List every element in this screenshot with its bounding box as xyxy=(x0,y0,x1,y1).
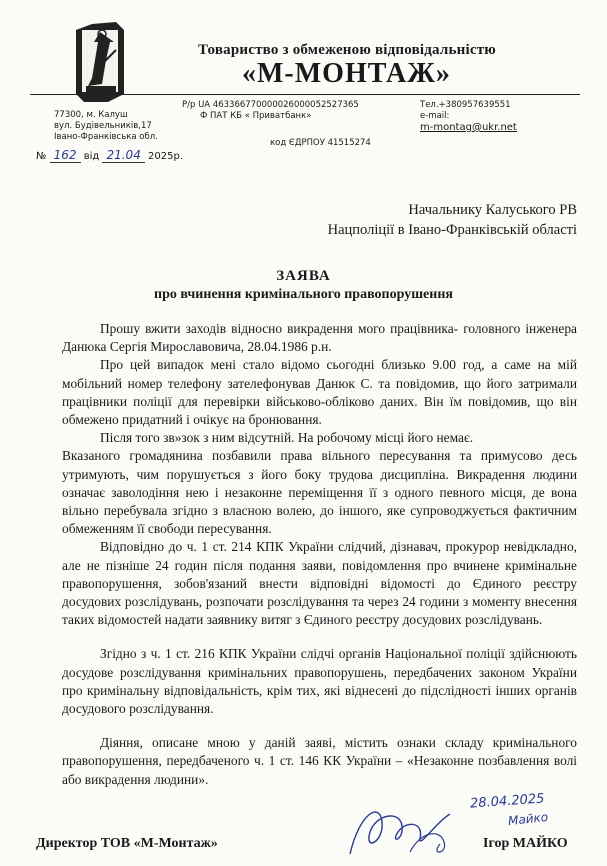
reg-number: 162 xyxy=(50,148,81,163)
body-paragraph: Про цей випадок мені стало відомо сьогодні близько 9.00 год, а саме на мій мобільний номер телефону зателефонував Данюк С. та повідомив, що його затримали працівники поліції для перевірки військово-обліково даних. Він їм повідомив, що він обмежено придатний і очікує на бронювання. xyxy=(62,357,577,428)
contacts xyxy=(420,100,517,133)
header-divider xyxy=(30,94,580,95)
company-address xyxy=(54,110,158,143)
document-title: ЗАЯВА xyxy=(276,268,331,284)
recipient-line: Нацполіції в Івано-Франківській області xyxy=(327,222,577,238)
bank-account: Р/р UA 463366770000026000052527365 xyxy=(182,100,359,110)
company-name: «М-МОНТАЖ» xyxy=(242,58,451,89)
body-paragraph: Вказаного громадянина позбавили права вільного пересування та примусово десь утримують, чим порушується з його боку трудова дисципліна. Викрадення людини означає заволодіння нею і незаконне переміщення її з одного певного місця, де вона вільно перебувала згідно з власною волею, до іншого, яке супроводжується фактичним обмеженням її свободи пересування. xyxy=(62,448,577,537)
address-line: Івано-Франківська обл. xyxy=(54,132,158,142)
company-legal-form: Товариство з обмеженою відповідальністю xyxy=(198,42,496,58)
registration-line xyxy=(36,150,183,162)
recipient-line: Начальнику Калуського РВ xyxy=(408,202,577,218)
bank-name: Ф ПАТ КБ « Приватбанк» xyxy=(200,111,312,121)
email-label: e-mail: xyxy=(420,111,450,121)
statement-body xyxy=(62,320,577,789)
handwritten-name: Майко xyxy=(507,809,549,829)
body-paragraph: Прошу вжити заходів відносно викрадення мого працівника- головного інженера Данюка Сергія Мирославовича, 28.04.1986 р.н. xyxy=(62,321,577,355)
reg-year: 2025р. xyxy=(148,151,183,162)
body-paragraph: Згідно з ч. 1 ст. 216 КПК України слідчі органів Національної поліції здійснюють досудове розслідування кримінальних правопорушень, передбачених законом України про кримінальну відповідальність, крім тих, які віднесені до підслідності інших органів досудового розслідування. xyxy=(62,646,577,717)
handwritten-date: 28.04.2025 xyxy=(469,791,545,812)
reg-date: 21.04 xyxy=(102,148,144,163)
phone: Тел.+380957639551 xyxy=(420,100,511,110)
body-paragraph: Після того зв»зок з ним відсутній. На робочому місці його немає. xyxy=(100,430,474,446)
reg-date-prefix: від xyxy=(83,151,100,162)
bank-details xyxy=(182,100,359,122)
recipient-block xyxy=(320,200,577,240)
edrpou-code: код ЄДРПОУ 41515274 xyxy=(270,138,371,148)
body-paragraph: Відповідно до ч. 1 ст. 214 КПК України слідчий, дізнавач, прокурор невідкладно, але не пізніше 24 годин після подання заяви, повідомлення про вчинене кримінальне правопорушення, зобов'язаний внести відповідні відомості до Єдиного реєстру досудових розслідувань, розпочати розслідування та через 24 години з моменту внесення таких відомостей надати заявнику витяг з Єдиного реєстру досудових розслідувань. xyxy=(62,539,577,628)
body-paragraph: Діяння, описане мною у даній заяві, містить ознаки складу кримінального правопорушення, передбаченого ч. 1 ст. 146 КК України – «Незаконне позбавлення волі або викрадення людини». xyxy=(62,735,577,787)
signatory-position: Директор ТОВ «М-Монтаж» xyxy=(36,836,218,851)
email: m-montag@ukr.net xyxy=(420,122,517,133)
document-subtitle: про вчинення кримінального правопорушення xyxy=(154,287,453,302)
address-line: 77300, м. Калуш xyxy=(54,110,128,120)
reg-number-prefix: № xyxy=(36,151,47,162)
signature xyxy=(340,792,480,866)
address-line: вул. Будівельників,17 xyxy=(54,121,152,131)
signatory-name: Ігор МАЙКО xyxy=(483,836,568,851)
